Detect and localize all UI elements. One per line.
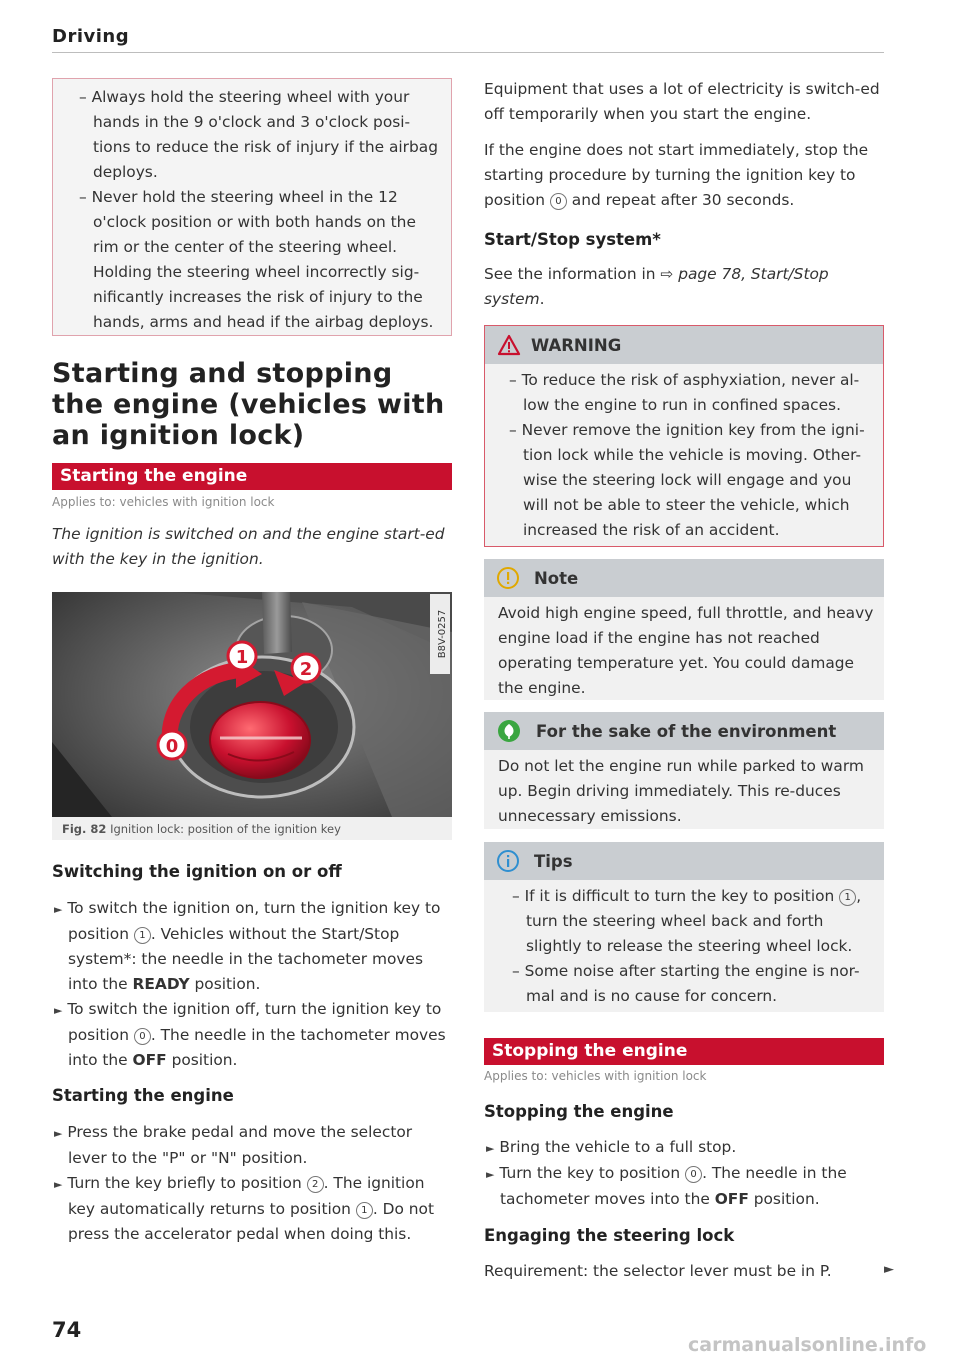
restart-paragraph: If the engine does not start immediately, stop the starting procedure by turning the ignition key to position 0 and repeat after 30 seconds. [484, 141, 869, 209]
stopping-heading: Stopping the engine [484, 1102, 674, 1121]
warning-header [485, 326, 883, 364]
stopping-engine-bar: Stopping the engine [484, 1038, 884, 1065]
environment-box [484, 712, 884, 829]
switching-item-off: ► To switch the ignition off, turn the ignition key to position 0 . The needle in the tachometer moves into the OFF position. [54, 1000, 446, 1069]
switching-item-on: ► To switch the ignition on, turn the ignition key to position 1 . Vehicles without the Start/Stop system*: the needle in the tachometer moves into the READY position. [54, 899, 441, 993]
startstop-heading: Start/Stop system* [484, 230, 661, 249]
position-2-symbol: 2 [307, 1176, 324, 1193]
environment-leaf-icon [496, 718, 522, 744]
continue-arrow-icon: ► [884, 1262, 894, 1277]
callout-item: – Never hold the steering wheel in the 12 o'clock position or with both hands on the rim or the center of the steering wheel. Holding the steering wheel incorrectly sig-nificantly increases the risk of injury to the hands, arms and head if the airbag deploys. [79, 188, 434, 331]
starting-heading: Starting the engine [52, 1086, 234, 1105]
header-rule [52, 52, 884, 53]
bullet-arrow-icon: ► [54, 903, 63, 916]
warning-triangle-icon [497, 334, 521, 356]
intro-text: The ignition is switched on and the engine start-ed with the key in the ignition. [52, 525, 445, 568]
note-header [484, 559, 884, 597]
position-1-symbol: 1 [839, 889, 856, 906]
tips-body [484, 880, 884, 1009]
main-heading: Starting and stopping the engine (vehicles with an ignition lock) [52, 358, 445, 451]
applies-to: Applies to: vehicles with ignition lock [52, 495, 275, 509]
stopping-list [484, 1135, 884, 1212]
applies-to: Applies to: vehicles with ignition lock [484, 1069, 707, 1083]
steering-callout-box [52, 78, 452, 336]
warning-item: – To reduce the risk of asphyxiation, never al-low the engine to run in confined spaces. [509, 371, 860, 414]
warning-item: – Never remove the ignition key from the igni-tion lock while the vehicle is moving. Other-wise the steering lock will engage and you will not be able to steer the vehicle, which increased the risk of an accident. [509, 421, 865, 539]
figure-number: Fig. 82 [62, 822, 107, 836]
startstop-page-link[interactable]: ⇨ page 78, Start/Stop system [484, 265, 829, 308]
electricity-paragraph: Equipment that uses a lot of electricity is switch-ed off temporarily when you start the engine. [484, 80, 880, 123]
figure-caption-text: Ignition lock: position of the ignition key [110, 822, 341, 836]
environment-text: Do not let the engine run while parked to warm up. Begin driving immediately. This re-duces unnecessary emissions. [498, 757, 864, 825]
figure-code: B8V-0257 [437, 609, 448, 659]
tips-title: Tips [534, 851, 573, 871]
switching-heading: Switching the ignition on or off [52, 862, 342, 881]
warning-title: WARNING [531, 335, 622, 355]
warning-body [485, 364, 883, 543]
tips-item: – Some noise after starting the engine is nor-mal and is no cause for concern. [512, 962, 860, 1005]
note-title: Note [534, 568, 579, 588]
position-1-label: 1 [235, 647, 249, 668]
position-0-label: 0 [165, 736, 179, 757]
note-box [484, 559, 884, 700]
position-1-symbol: 1 [134, 927, 151, 944]
position-1-symbol: 1 [356, 1202, 373, 1219]
environment-header [484, 712, 884, 750]
bullet-arrow-icon: ► [54, 1004, 63, 1017]
note-text: Avoid high engine speed, full throttle, and heavy engine load if the engine has not reached operating temperature yet. You could damage the engine. [498, 604, 874, 697]
tips-header [484, 842, 884, 880]
starting-list [52, 1120, 454, 1247]
warning-box [484, 325, 884, 547]
tips-item: – If it is difficult to turn the key to position 1 , turn the steering wheel back and forth slightly to release the steering wheel lock. [512, 887, 862, 955]
starting-item-brake: ► Press the brake pedal and move the selector lever to the "P" or "N" position. [54, 1123, 413, 1167]
starting-engine-bar: Starting the engine [52, 463, 452, 490]
stopping-item-stop: ► Bring the vehicle to a full stop. [486, 1138, 737, 1156]
position-2-label: 2 [299, 659, 313, 680]
ignition-lock-illustration [52, 592, 452, 817]
steering-lock-heading: Engaging the steering lock [484, 1226, 735, 1245]
bullet-arrow-icon: ► [54, 1127, 63, 1140]
ignition-figure [52, 592, 452, 817]
position-0-symbol: 0 [134, 1028, 151, 1045]
position-0-symbol: 0 [685, 1166, 702, 1183]
bullet-arrow-icon: ► [486, 1142, 495, 1155]
watermark: carmanualsonline.info [688, 1334, 927, 1356]
bullet-arrow-icon: ► [54, 1178, 63, 1191]
tips-box [484, 842, 884, 1012]
startstop-paragraph: See the information in ⇨ page 78, Start/Stop system. [484, 265, 829, 308]
environment-title: For the sake of the environment [536, 721, 837, 741]
stopping-item-turn: ► Turn the key to position 0 . The needle in the tachometer moves into the OFF position. [486, 1164, 847, 1208]
figure-caption [62, 822, 341, 836]
bullet-arrow-icon: ► [486, 1168, 495, 1181]
position-0-symbol: 0 [550, 193, 567, 210]
callout-item: – Always hold the steering wheel with your hands in the 9 o'clock and 3 o'clock posi-tions to reduce the risk of injury if the airbag deploys. [79, 88, 438, 181]
page-number: 74 [52, 1318, 82, 1342]
tips-info-icon [496, 849, 520, 873]
section-header: Driving [52, 26, 130, 47]
starting-item-turn: ► Turn the key briefly to position 2 . The ignition key automatically returns to position 1 . Do not press the accelerator pedal when doing this. [54, 1174, 434, 1243]
steering-lock-text: Requirement: the selector lever must be in P. [484, 1262, 832, 1280]
switching-list [52, 896, 454, 1073]
note-exclamation-icon [496, 566, 520, 590]
